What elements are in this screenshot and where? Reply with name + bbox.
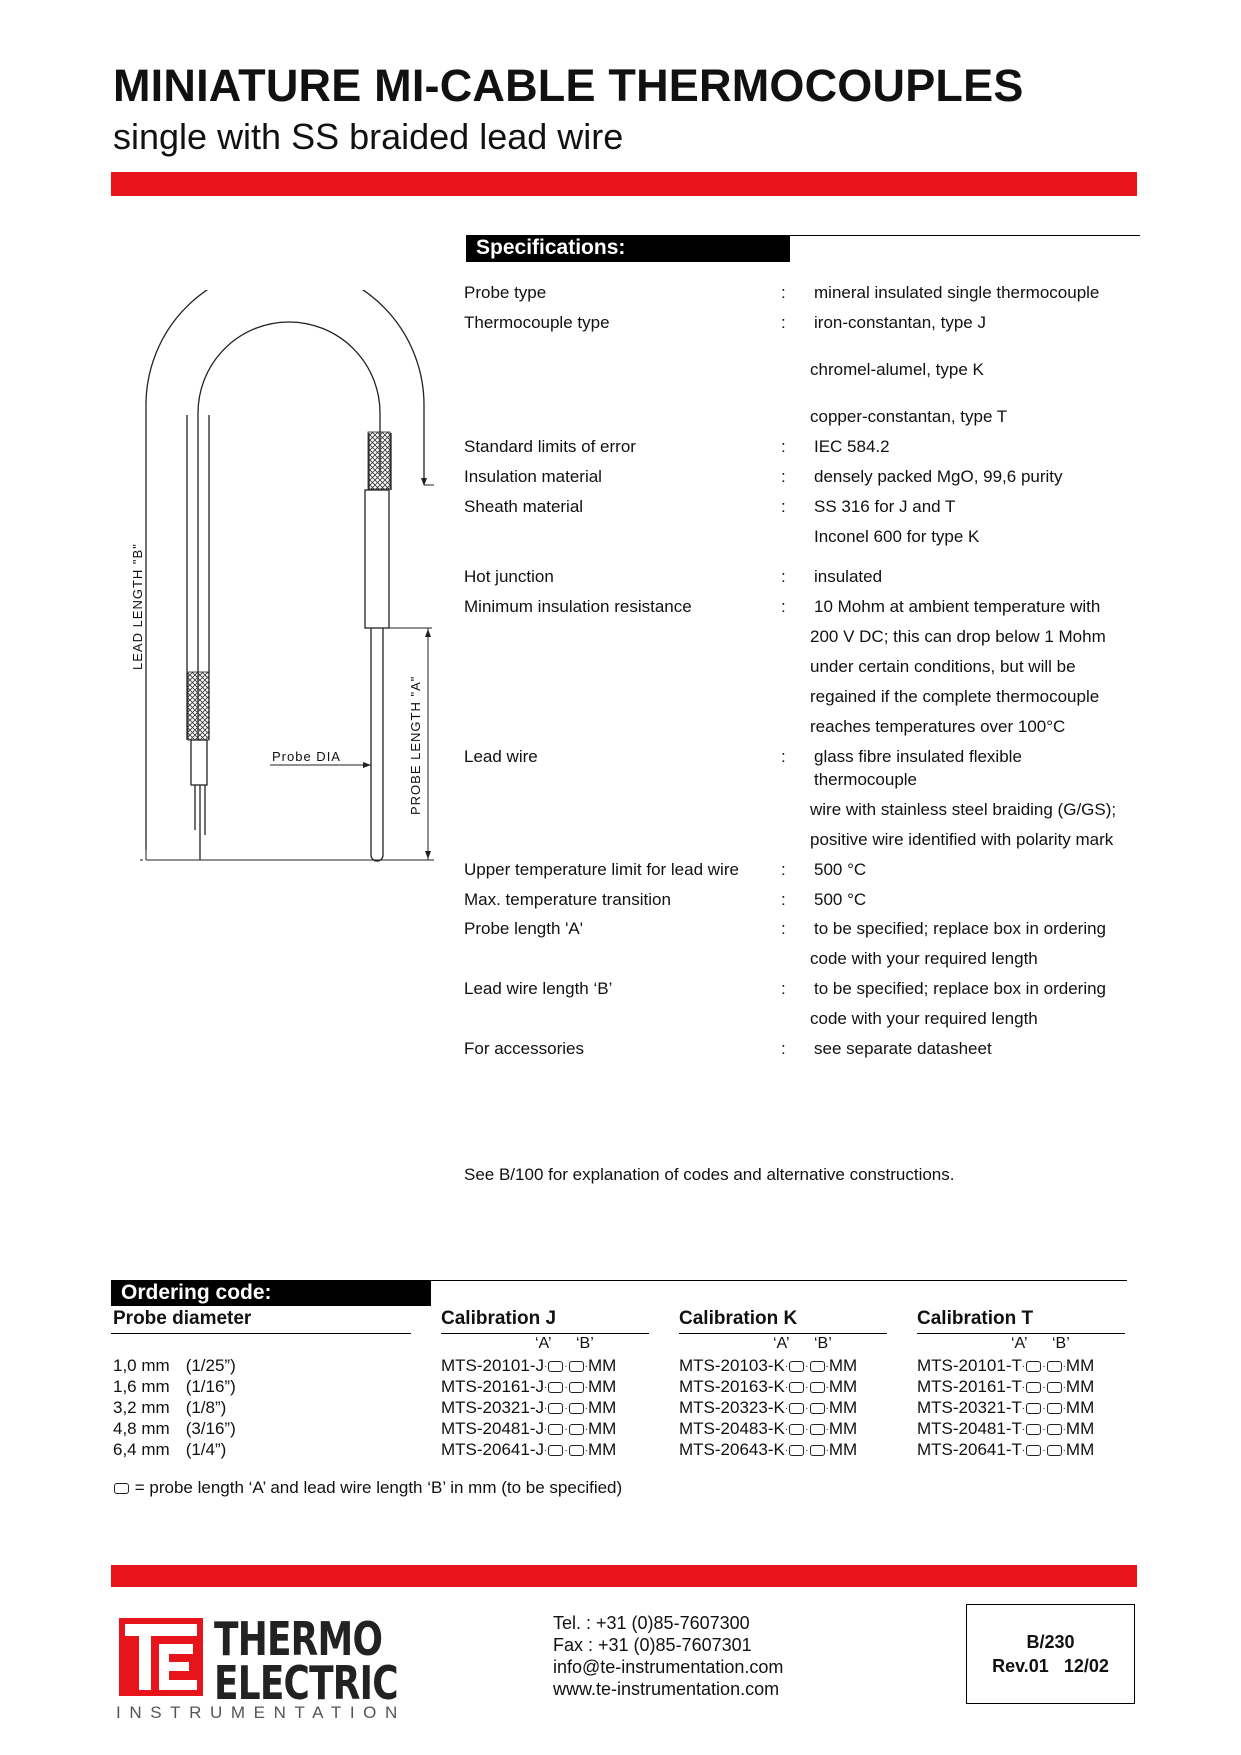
contact-email[interactable]: info@te-instrumentation.com [553,1657,784,1677]
box-icon [1047,1382,1062,1393]
order-code-t: MTS-20641-T· · ·MM [917,1440,1095,1459]
box-icon [1047,1424,1062,1435]
spec-value: to be specified; replace box in ordering [814,979,1107,998]
spec-colon: : [781,890,786,909]
box-icon [548,1403,563,1414]
spec-colon: : [781,979,786,998]
spec-label: Sheath material [464,497,584,516]
order-code-k: MTS-20163-K· · ·MM [679,1377,858,1396]
spec-value: chromel-alumel, type K [810,360,984,379]
spec-value: SS 316 for J and T [814,497,956,516]
spec-value: code with your required length [810,1009,1038,1028]
col-calibration-j: Calibration J [441,1308,557,1329]
specifications-rule [790,235,1140,236]
box-icon [1047,1403,1062,1414]
spec-value: to be specified; replace box in ordering [814,919,1107,938]
spec-label: Standard limits of error [464,437,636,456]
lead-length-label: LEAD LENGTH "B" [130,543,145,670]
diameter-cell: 6,4 mm (1/4”) [113,1440,227,1459]
order-code-k: MTS-20103-K· · ·MM [679,1356,858,1375]
probe-length-label: PROBE LENGTH "A" [408,675,423,815]
bottom-red-bar [111,1565,1137,1587]
box-icon [1026,1424,1041,1435]
spec-value: reaches temperatures over 100°C [810,717,1066,736]
spec-colon: : [781,467,786,486]
box-icon [810,1403,825,1414]
box-icon [569,1403,584,1414]
spec-colon: : [781,437,786,456]
spec-value: glass fibre insulated flexible [814,747,1022,766]
diameter-cell: 3,2 mm (1/8”) [113,1398,227,1417]
box-icon [810,1445,825,1456]
spec-value: under certain conditions, but will be [810,657,1076,676]
spec-value: 500 °C [814,890,867,909]
col-calibration-k: Calibration K [679,1308,798,1329]
spec-label: Lead wire [464,747,538,766]
spec-value: code with your required length [810,949,1038,968]
spec-label: Hot junction [464,567,554,586]
top-red-bar [111,172,1137,196]
spec-colon: : [781,747,786,766]
specifications-heading: Specifications: [466,235,790,262]
ordering-heading: Ordering code: [111,1280,431,1306]
spec-value: regained if the complete thermocouple [810,687,1100,706]
spec-value: iron-constantan, type J [814,313,986,332]
diameter-cell: 1,0 mm (1/25”) [113,1356,236,1375]
order-code-t: MTS-20481-T· · ·MM [917,1419,1095,1438]
box-icon [569,1361,584,1372]
box-icon [789,1361,804,1372]
box-icon [1026,1445,1041,1456]
box-icon [810,1424,825,1435]
spec-label: Thermocouple type [464,313,610,332]
spec-value: positive wire identified with polarity mark [810,830,1114,849]
box-icon [789,1424,804,1435]
te-logo-icon [119,1618,203,1696]
order-code-j: MTS-20101-J· · ·MM [441,1356,617,1375]
spec-label: Minimum insulation resistance [464,597,692,616]
order-code-j: MTS-20641-J· · ·MM [441,1440,617,1459]
spec-value: 500 °C [814,860,867,879]
spec-value: thermocouple [814,770,918,789]
box-legend: = probe length ‘A’ and lead wire length ‘B’ in mm (to be specified) [113,1478,622,1498]
order-code-j: MTS-20161-J· · ·MM [441,1377,617,1396]
spec-value: 10 Mohm at ambient temperature with [814,597,1101,616]
box-icon [548,1361,563,1372]
order-code-k: MTS-20323-K· · ·MM [679,1398,858,1417]
page-subtitle: single with SS braided lead wire [113,116,624,157]
box-icon [789,1445,804,1456]
order-code-k: MTS-20483-K· · ·MM [679,1419,858,1438]
order-code-t: MTS-20161-T· · ·MM [917,1377,1095,1396]
document-number-box [966,1604,1135,1704]
box-icon [1026,1403,1041,1414]
spec-value: see separate datasheet [814,1039,992,1058]
label-b: ‘B’ [1052,1335,1070,1352]
spec-value: insulated [814,567,883,586]
box-icon [569,1445,584,1456]
spec-value: IEC 584.2 [814,437,890,456]
spec-label: Probe type [464,283,547,302]
spec-colon: : [781,283,786,302]
contact-web[interactable]: www.te-instrumentation.com [553,1679,780,1699]
order-code-t: MTS-20321-T· · ·MM [917,1398,1095,1417]
spec-colon: : [781,567,786,586]
spec-label: Insulation material [464,467,602,486]
probe-dia-label: Probe DIA [272,749,341,764]
ordering-rule [431,1280,1127,1281]
spec-value: copper-constantan, type T [810,407,1008,426]
box-icon [1047,1445,1062,1456]
spec-value: 200 V DC; this can drop below 1 Mohm [810,627,1106,646]
box-icon [569,1424,584,1435]
spec-colon: : [781,919,786,938]
spec-label: Upper temperature limit for lead wire [464,860,739,879]
label-a: ‘A’ [773,1335,790,1352]
box-icon [810,1382,825,1393]
col-probe-diameter: Probe diameter [113,1308,252,1329]
box-icon [569,1382,584,1393]
label-b: ‘B’ [576,1335,594,1352]
spec-value: densely packed MgO, 99,6 purity [814,467,1063,486]
spec-colon: : [781,497,786,516]
doc-number: B/230 [1026,1632,1075,1652]
label-a: ‘A’ [1011,1335,1028,1352]
page-title: MINIATURE MI-CABLE THERMOCOUPLES [113,60,1024,111]
spec-label: For accessories [464,1039,584,1058]
spec-value: Inconel 600 for type K [814,527,980,546]
box-icon [548,1382,563,1393]
order-code-k: MTS-20643-K· · ·MM [679,1440,858,1459]
doc-revision: Rev.01 12/02 [992,1656,1109,1676]
order-code-j: MTS-20481-J· · ·MM [441,1419,617,1438]
spec-label: Probe length 'A' [464,919,583,938]
box-icon [1026,1382,1041,1393]
diameter-cell: 4,8 mm (3/16”) [113,1419,236,1438]
spec-colon: : [781,313,786,332]
order-code-j: MTS-20321-J· · ·MM [441,1398,617,1417]
spec-label: Lead wire length ‘B’ [464,979,613,998]
box-icon [789,1403,804,1414]
order-code-t: MTS-20101-T· · ·MM [917,1356,1095,1375]
codes-note: See B/100 for explanation of codes and alternative constructions. [464,1165,955,1184]
spec-colon: : [781,597,786,616]
box-icon [548,1445,563,1456]
box-icon [114,1483,129,1494]
box-icon [1026,1361,1041,1372]
label-b: ‘B’ [814,1335,832,1352]
logo-text-instrumentation: INSTRUMENTATION [116,1703,406,1722]
contact-fax: Fax : +31 (0)85-7607301 [553,1635,752,1655]
diameter-cell: 1,6 mm (1/16”) [113,1377,236,1396]
spec-colon: : [781,1039,786,1058]
box-icon [548,1424,563,1435]
contact-tel: Tel. : +31 (0)85-7607300 [553,1613,750,1633]
spec-value: wire with stainless steel braiding (G/GS); [810,800,1117,819]
col-calibration-t: Calibration T [917,1308,1034,1329]
spec-label: Max. temperature transition [464,890,671,909]
label-a: ‘A’ [535,1335,552,1352]
box-icon [1047,1361,1062,1372]
logo-text-thermo: THERMO [214,1612,383,1666]
spec-colon: : [781,860,786,879]
spec-value: mineral insulated single thermocouple [814,283,1100,302]
logo-text-electric: ELECTRIC [214,1656,398,1710]
box-icon [810,1361,825,1372]
box-icon [789,1382,804,1393]
